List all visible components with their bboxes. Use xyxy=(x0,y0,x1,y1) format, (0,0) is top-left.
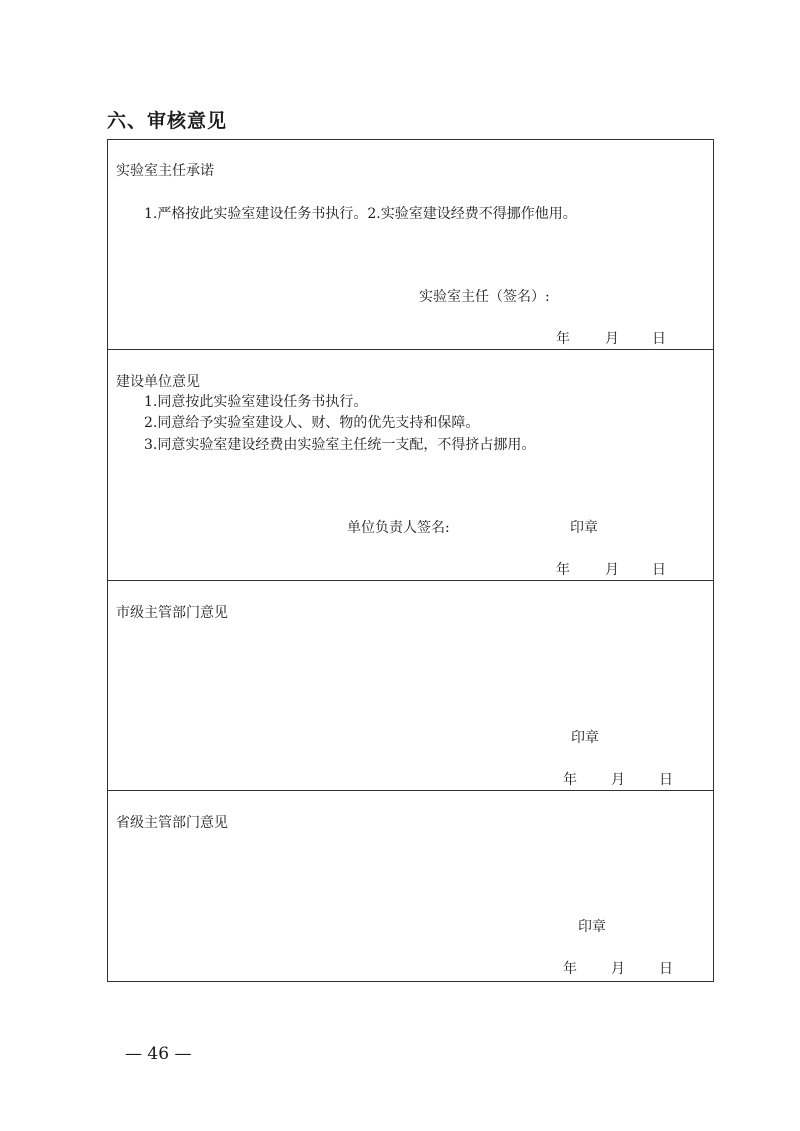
construction-unit-item-3: 3.同意实验室建设经费由实验室主任统一支配，不得挤占挪用。 xyxy=(144,437,536,453)
lab-director-title: 实验室主任承诺 xyxy=(116,163,214,179)
city-authority-title: 市级主管部门意见 xyxy=(116,605,228,621)
construction-unit-section xyxy=(108,350,713,581)
lab-director-commitment: 1.严格按此实验室建设任务书执行。2.实验室建设经费不得挪作他用。 xyxy=(144,206,577,222)
date-month: 月 xyxy=(611,961,625,977)
date-year: 年 xyxy=(563,772,577,788)
date-year: 年 xyxy=(556,562,570,578)
date-year: 年 xyxy=(556,331,570,347)
construction-unit-title: 建设单位意见 xyxy=(116,374,200,390)
construction-unit-item-2: 2.同意给予实验室建设人、财、物的优先支持和保障。 xyxy=(144,415,480,431)
unit-head-signature-label: 单位负责人签名: xyxy=(347,520,450,536)
section-heading: 六、审核意见 xyxy=(107,110,228,132)
city-authority-section xyxy=(108,581,713,791)
date-month: 月 xyxy=(605,331,619,347)
date-day: 日 xyxy=(652,331,666,347)
review-opinion-table xyxy=(107,139,714,982)
date-month: 月 xyxy=(611,772,625,788)
lab-director-section xyxy=(108,140,713,350)
province-authority-title: 省级主管部门意见 xyxy=(116,815,228,831)
date-month: 月 xyxy=(605,562,619,578)
lab-director-signature-label: 实验室主任（签名）: xyxy=(419,289,550,305)
date-year: 年 xyxy=(563,961,577,977)
province-authority-section xyxy=(108,791,713,983)
date-day: 日 xyxy=(659,772,673,788)
date-day: 日 xyxy=(659,961,673,977)
seal-label: 印章 xyxy=(570,520,598,536)
seal-label: 印章 xyxy=(571,730,599,746)
construction-unit-item-1: 1.同意按此实验室建设任务书执行。 xyxy=(144,394,368,410)
date-day: 日 xyxy=(652,562,666,578)
seal-label: 印章 xyxy=(578,919,606,935)
page-number: — 46 — xyxy=(125,1044,192,1064)
